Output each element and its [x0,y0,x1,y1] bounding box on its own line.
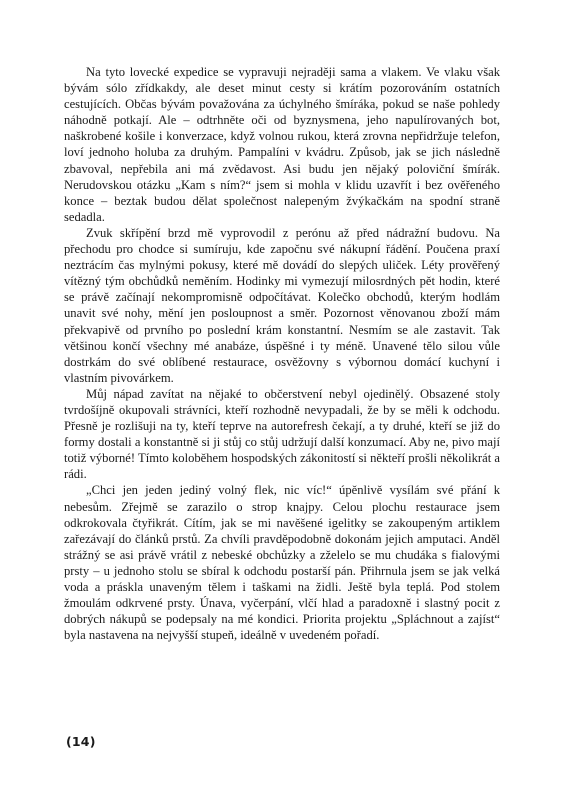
page-number: (14) [66,734,96,749]
paragraph: „Chci jen jeden jediný volný flek, nic víc!“ úpěnlivě vysílám své přání k nebesům. Zřejmě se zarazilo o strop knajpy. Celou plochu restaurace jsem odkrokovala čtyřikrát. Cítím, jak se mi navěšené igelitky se zakoupeným artiklem zařezávají do článků prstů. Za chvíli pravděpodobně dokonám jejich amputaci. Anděl strážný se asi právě vrátil z nebeské obchůzky a zželelo se mu chudáka s fialovými prsty – u jednoho stolu se sbíral k odchodu postarší pán. Přihrnula jsem se jak velká voda a práskla unaveným tělem i taškami na židli. Ještě byla teplá. Pod stolem žmoulám odkrvené prsty. Únava, vyčerpání, vlčí hlad a paradoxně i slastný pocit z dobrých nákupů se podepsaly na mé kondici. Priorita projektu „Spláchnout a zajíst“ byla nastavena na nejvyšší stupeň, ideálně v uvedeném pořadí. [64,483,500,643]
paragraph: Zvuk skřípění brzd mě vyprovodil z perónu až před nádražní budovu. Na přechodu pro chodce si sumíruju, kde započnu své nákupní řádění. Poučena praxí neztrácím čas mylnými pokusy, které mě dovádí do slepých uliček. Léty prověřený vítězný tým obchůdků neměním. Hodinky mi vymezují milosrdných pět hodin, které se právě začínají nekompromisně odpočítávat. Kolečko obchodů, kterým hodlám unavit své nohy, mění jen posloupnost a směr. Pozornost věnovanou zboží mám překvapivě od prvního po poslední krám konstantní. Nesmím se ale zastavit. Tak většinou končí všechny mé anabáze, úspěšné i ty méně. Unavené tělo silou vůle dostrkám do své oblíbené restaurace, osvěžovny s výbornou domácí kuchyní i vlastním pivovárkem. [64,225,500,385]
paragraph: Můj nápad zavítat na nějaké to občerstvení nebyl ojedinělý. Obsazené stoly tvrdošíjně okupovali strávníci, kteří rozhodně nevypadali, že by se měli k odchodu. Přesně je rozlišuji na ty, kteří teprve na autorefresh čekají, a ty druhé, kteří se již do formy dostali a konstantně si ji stůj co stůj udržují další konzumací. Aby ne, pivo mají totiž výborné! Tímto koloběhem hospodských zákonitostí si někteří prošli několikrát a rádi. [64,386,500,482]
paragraph: Na tyto lovecké expedice se vypravuji nejraději sama a vlakem. Ve vlaku však bývám sólo zřídkakdy, ale deset minut cesty si krátím pozorováním ostatních cestujících. Občas bývám považována za úchylného šmíráka, pokud se naše pohledy náhodně potkají. Ale – odtrhněte oči od byznysmena, jeho napulírovaných bot, naškrobené košile i konverzace, když volnou rukou, která zrovna nepřidržuje telefon, loví jednoho holuba za druhým. Pampalíni v kvádru. Způsob, jak se jich následně zbavoval, nepřebila ani má zvědavost. Asi budu jen nějaký poloviční šmírák. Nerudovskou otázku „Kam s ním?“ jsem si mohla v klidu uzavřít i bez ověřeného konce – beztak budou dělat společnost nalepeným žvýkačkám na spodní straně sedadla. [64,65,500,224]
body-text [64,64,500,643]
